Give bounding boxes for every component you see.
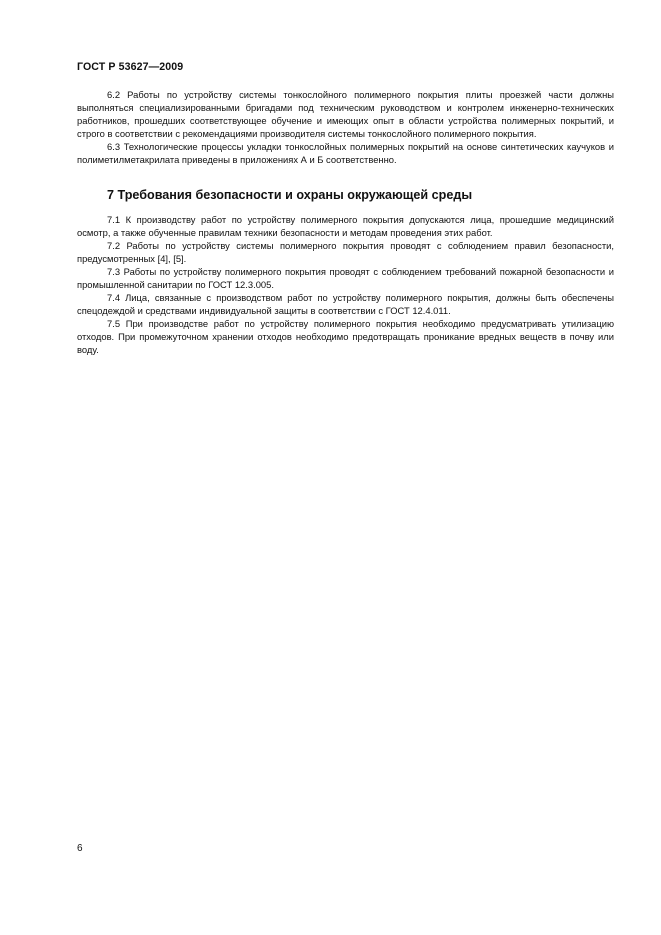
page-number: 6	[77, 843, 83, 854]
section-7-title: 7 Требования безопасности и охраны окружающей среды	[107, 188, 473, 202]
paragraph-6-3: 6.3 Технологические процессы укладки тонкослойных полимерных покрытий на основе синтетических каучуков и полиметилметакрилата приведены в приложениях А и Б соответственно.	[77, 141, 614, 165]
paragraph-7-4: 7.4 Лица, связанные с производством работ по устройству полимерного покрытия, должны быть обеспечены спецодеждой и средствами индивидуальной защиты в соответствии с ГОСТ 12.4.011.	[77, 292, 614, 316]
paragraph-6-2: 6.2 Работы по устройству системы тонкослойного полимерного покрытия плиты проезжей части должны выполняться специализированными бригадами под техническим руководством и контролем инженерно-технических работников, прошедших соответствующее обучение и имеющих опыт в области устройства полимерных покрытий, и строго в соответствии с рекомендациями производителя системы тонкослойного полимерного покрытия.	[77, 89, 614, 139]
paragraph-7-1: 7.1 К производству работ по устройству полимерного покрытия допускаются лица, прошедшие медицинский осмотр, а также обученные правилам техники безопасности и методам проведения этих работ.	[77, 214, 614, 238]
document-code-header: ГОСТ Р 53627—2009	[77, 61, 184, 73]
paragraph-7-2: 7.2 Работы по устройству системы полимерного покрытия проводят с соблюдением правил безопасности, предусмотренных [4], [5].	[77, 240, 614, 264]
paragraph-7-3: 7.3 Работы по устройству полимерного покрытия проводят с соблюдением требований пожарной безопасности и промышленной санитарии по ГОСТ 12.3.005.	[77, 266, 614, 290]
page-content	[77, 88, 614, 356]
paragraph-7-5: 7.5 При производстве работ по устройству полимерного покрытия необходимо предусматривать утилизацию отходов. При промежуточном хранении отходов необходимо предотвращать проникание вредных веществ в почву или воду.	[77, 318, 614, 355]
